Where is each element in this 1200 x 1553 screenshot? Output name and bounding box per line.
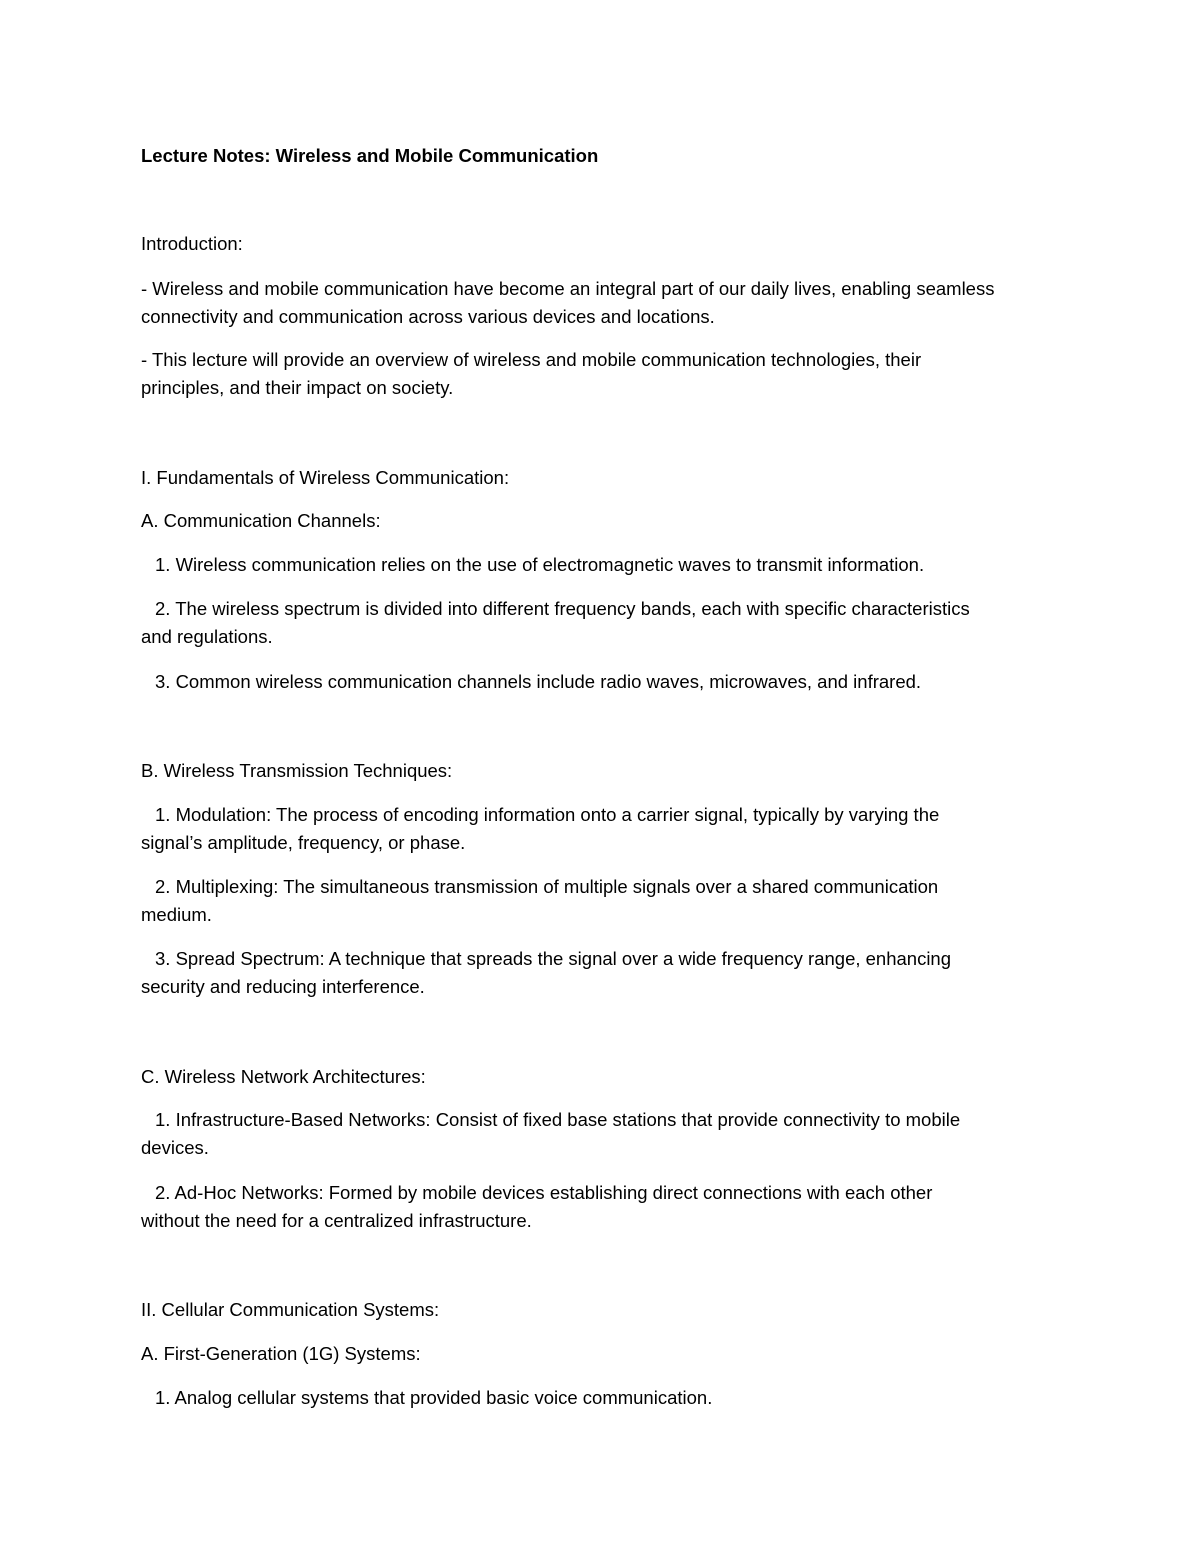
document-title: Lecture Notes: Wireless and Mobile Communication [141,145,599,166]
intro-paragraph-1-line-1: - Wireless and mobile communication have become an integral part of our daily lives, enabling seamless [141,278,995,299]
intro-paragraph-2-line-1: - This lecture will provide an overview of wireless and mobile communication technologies, their [141,349,922,370]
section-1a-item-1: 1. Wireless communication relies on the use of electromagnetic waves to transmit information. [155,554,925,575]
section-1b-item-1-line-2: signal’s amplitude, frequency, or phase. [141,832,466,853]
section-1a-item-3: 3. Common wireless communication channels include radio waves, microwaves, and infrared. [155,671,922,692]
section-1c-item-1-line-1: 1. Infrastructure-Based Networks: Consist of fixed base stations that provide connectivity to mobile [155,1109,961,1130]
section-1c-item-2-line-1: 2. Ad-Hoc Networks: Formed by mobile devices establishing direct connections with each other [155,1182,933,1203]
intro-paragraph-1-line-2: connectivity and communication across various devices and locations. [141,306,715,327]
section-1b-item-3-line-1: 3. Spread Spectrum: A technique that spreads the signal over a wide frequency range, enhancing [155,948,952,969]
section-1c-item-1-line-2: devices. [141,1137,209,1158]
section-1a-item-2-line-2: and regulations. [141,626,273,647]
section-1-heading: I. Fundamentals of Wireless Communication: [141,467,510,488]
section-1b-heading: B. Wireless Transmission Techniques: [141,760,453,781]
section-2a-item-1: 1. Analog cellular systems that provided basic voice communication. [155,1387,713,1408]
section-1c-heading: C. Wireless Network Architectures: [141,1066,426,1087]
section-1b-item-3-line-2: security and reducing interference. [141,976,425,997]
section-1b-item-2-line-2: medium. [141,904,212,925]
intro-paragraph-2-line-2: principles, and their impact on society. [141,377,454,398]
section-2a-heading: A. First-Generation (1G) Systems: [141,1343,421,1364]
section-1a-item-2-line-1: 2. The wireless spectrum is divided into different frequency bands, each with specific characteristics [155,598,970,619]
section-1a-heading: A. Communication Channels: [141,510,381,531]
section-2-heading: II. Cellular Communication Systems: [141,1299,440,1320]
section-1b-item-1-line-1: 1. Modulation: The process of encoding information onto a carrier signal, typically by varying the [155,804,940,825]
section-1c-item-2-line-2: without the need for a centralized infrastructure. [141,1210,532,1231]
intro-heading: Introduction: [141,233,243,254]
section-1b-item-2-line-1: 2. Multiplexing: The simultaneous transmission of multiple signals over a shared communication [155,876,939,897]
